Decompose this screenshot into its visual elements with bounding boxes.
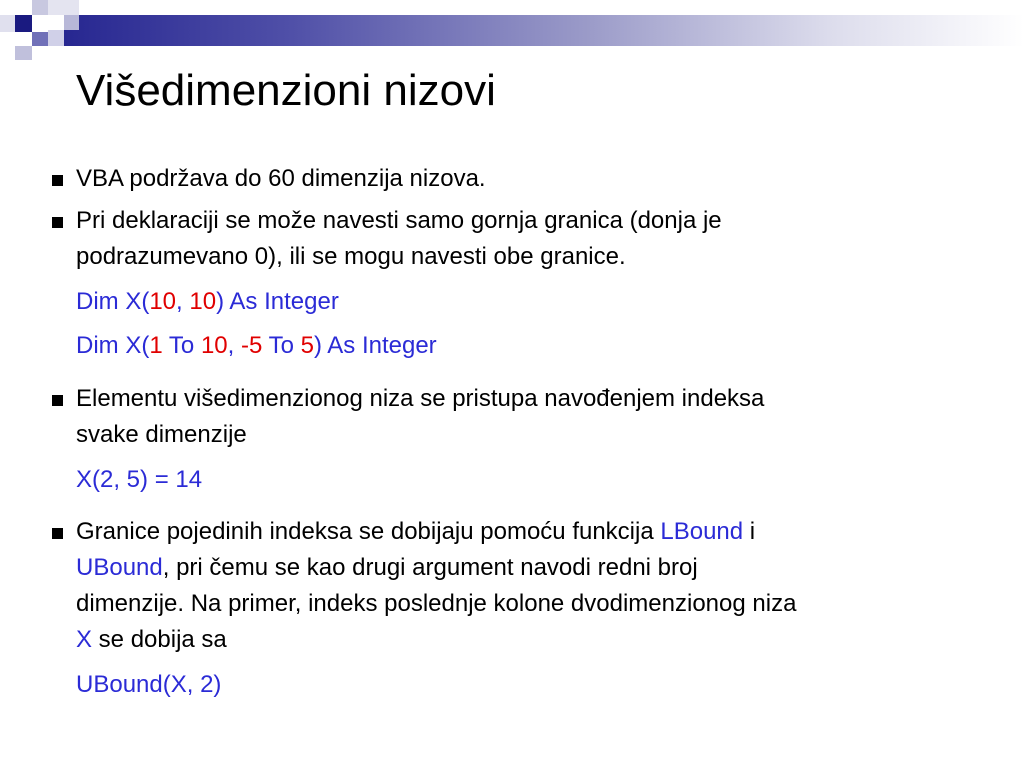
bullet-line <box>76 622 981 658</box>
deco-square <box>15 15 32 32</box>
code-text: , <box>227 332 241 359</box>
text-span: Granice pojedinih indeksa se dobijaju pomoću funkcija <box>76 518 661 545</box>
code-number: 10 <box>200 332 228 359</box>
bullet-square-icon <box>52 528 63 539</box>
code-dim-range-line <box>76 328 437 364</box>
bullet-line <box>76 514 981 550</box>
bullet-line: dimenzije. Na primer, indeks poslednje kolone dvodimenzionog niza <box>76 590 797 617</box>
code-number: 10 <box>149 288 177 315</box>
code-keyword: X <box>76 626 93 653</box>
code-dim-line <box>76 284 339 320</box>
code-number: 1 <box>149 332 163 359</box>
deco-square <box>64 15 79 30</box>
bullet-text <box>76 514 981 658</box>
header-decoration <box>0 0 1024 60</box>
bullet-square-icon <box>52 395 63 406</box>
code-keyword: UBound <box>76 554 163 581</box>
code-number: 5 <box>300 332 314 359</box>
deco-square <box>0 15 15 32</box>
deco-square <box>15 46 32 60</box>
deco-square <box>32 0 48 15</box>
code-ubound-line: UBound(X, 2) <box>76 671 222 698</box>
deco-square <box>32 15 48 32</box>
code-text: To <box>162 332 201 359</box>
code-number: -5 <box>240 332 263 359</box>
code-text: Dim X( <box>76 288 150 315</box>
code-keyword: LBound <box>660 518 744 545</box>
code-access-line: X(2, 5) = 14 <box>76 466 203 493</box>
deco-square <box>48 0 79 15</box>
code-text: To <box>262 332 301 359</box>
slide-title: Višedimenzioni nizovi <box>76 66 496 115</box>
deco-square <box>48 30 64 46</box>
bullet-line: Pri deklaraciji se može navesti samo gornja granica (donja je <box>76 207 722 234</box>
bullet-text: VBA podržava do 60 dimenzija nizova. <box>76 165 486 192</box>
code-number: 10 <box>189 288 217 315</box>
text-span: se dobija sa <box>92 626 227 653</box>
bullet-square-icon <box>52 217 63 228</box>
bullet-text <box>76 203 981 275</box>
code-text: ) As Integer <box>313 332 437 359</box>
bullet-line: svake dimenzije <box>76 421 247 448</box>
code-text: Dim X( <box>76 332 150 359</box>
deco-square <box>32 32 48 46</box>
bullet-square-icon <box>52 175 63 186</box>
text-span: i <box>743 518 756 545</box>
code-text: , <box>176 288 190 315</box>
deco-square <box>15 32 32 46</box>
bullet-line <box>76 550 981 586</box>
header-gradient-bar <box>48 15 1024 46</box>
code-text: ) As Integer <box>216 288 339 315</box>
bullet-line: podrazumevano 0), ili se mogu navesti obe granice. <box>76 243 626 270</box>
bullet-text <box>76 381 981 453</box>
deco-square <box>48 15 64 30</box>
text-span: , pri čemu se kao drugi argument navodi redni broj <box>162 554 698 581</box>
bullet-line: Elementu višedimenzionog niza se pristupa navođenjem indeksa <box>76 385 765 412</box>
